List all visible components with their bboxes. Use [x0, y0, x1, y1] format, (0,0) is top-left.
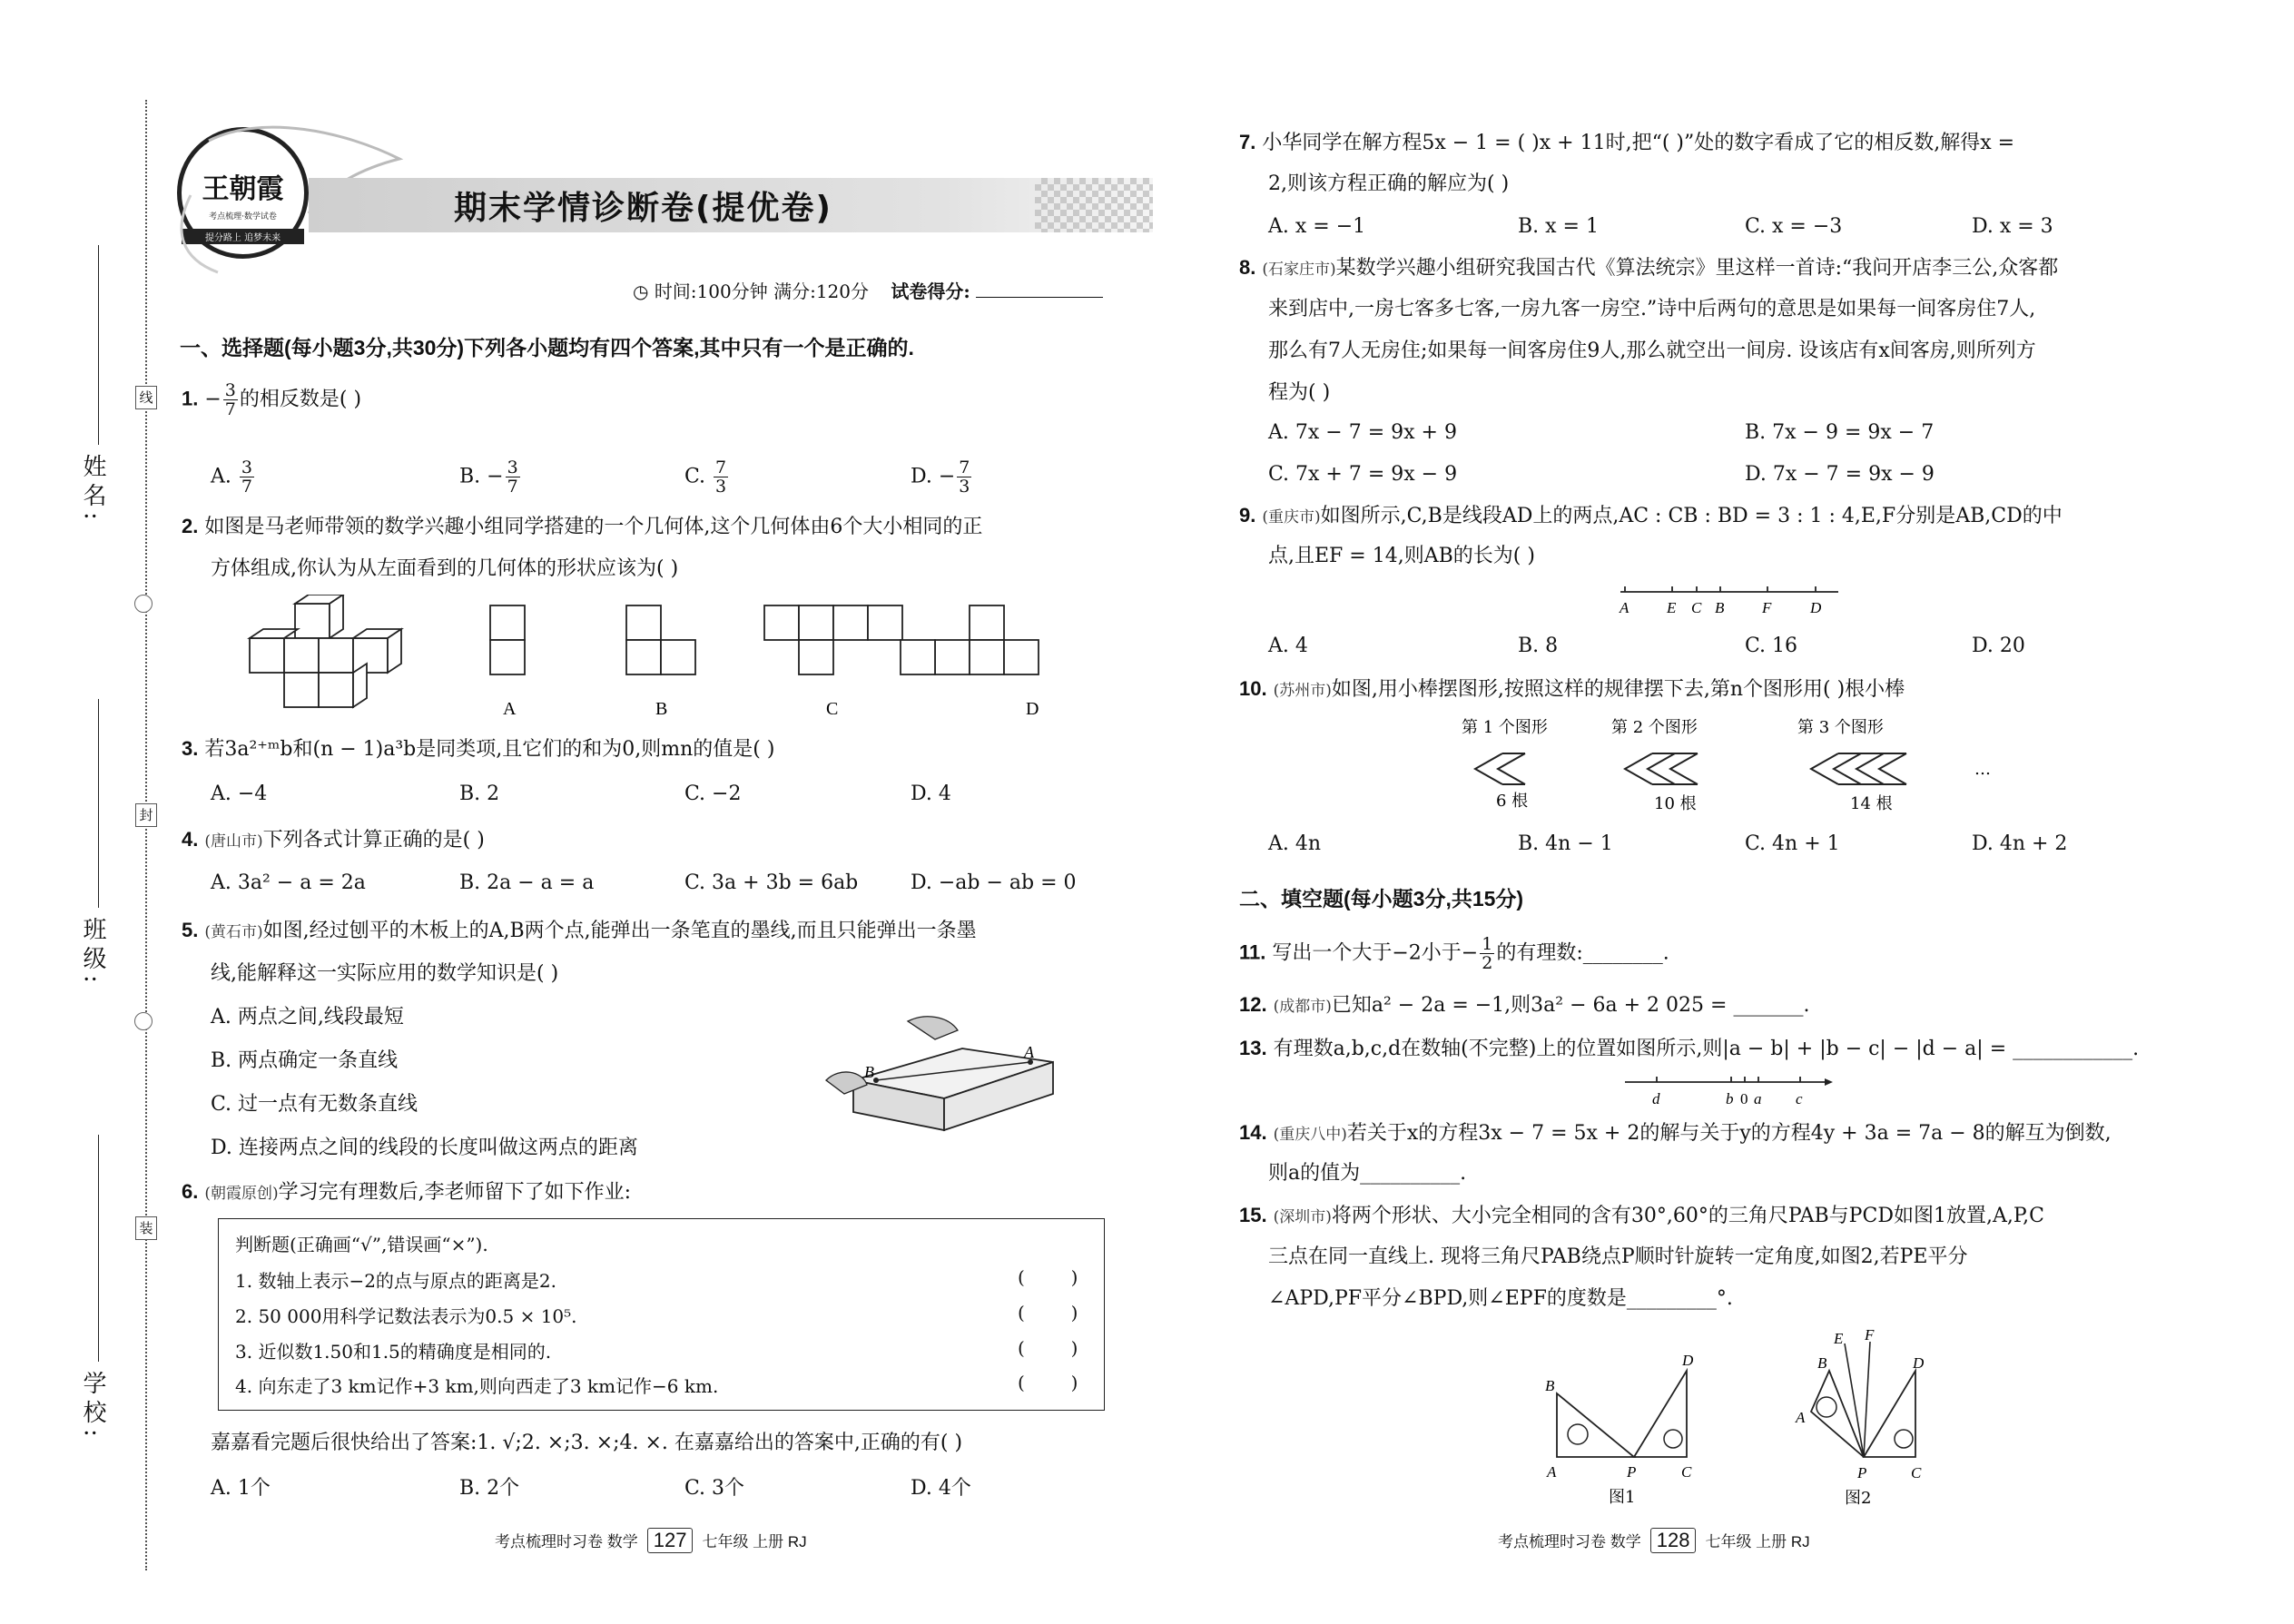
q15-fig1-caption: 图1	[1609, 1488, 1636, 1507]
q10-fig2-count: 10 根	[1654, 794, 1697, 813]
q5-line2: 线,能解释这一实际应用的数学知识是( )	[211, 962, 559, 985]
q1-minus: −	[204, 388, 222, 411]
q10-fig2-title: 第 2 个图形	[1611, 718, 1698, 737]
q2-line2: 方体组成,你认为从左面看到的几何体的形状应该为( )	[211, 557, 679, 580]
clock-icon: ◷	[633, 281, 649, 302]
q15-fig2-p: P	[1857, 1464, 1867, 1481]
q9-option-b[interactable]: B. 8	[1518, 635, 1559, 657]
question-2: 2. 如图是马老师带领的数学兴趣小组同学搭建的一个几何体,这个几何体由6个大小相同的正	[182, 515, 983, 538]
q6-item-2: 2. 50 000用科学记数法表示为0.5 × 10⁵.	[235, 1305, 577, 1327]
q1-fraction: $\frac{3}{7}$	[224, 380, 236, 419]
brand-name: 王朝霞	[202, 173, 284, 205]
footer-left: 考点梳理时习卷 数学 127 七年级 上册 RJ	[495, 1529, 807, 1551]
q8-option-c[interactable]: C. 7x + 7 = 9x − 9	[1268, 463, 1458, 486]
question-12: 12. (成都市)已知a² − 2a = −1,则3a² − 6a + 2 025 = _______.	[1239, 993, 1810, 1017]
q6-item-4: 4. 向东走了3 km记作+3 km,则向西走了3 km记作−6 km.	[235, 1375, 719, 1397]
q9-point-b: B	[1715, 599, 1725, 616]
q10-option-b[interactable]: B. 4n − 1	[1518, 832, 1613, 855]
question-6: 6. (朝霞原创)学习完有理数后,李老师留下了如下作业:	[182, 1180, 632, 1204]
q8-line3: 那么有7人无房住;如果每一间客房住9人,那么就空出一间房. 设该店有x间客房,则所列方	[1268, 340, 2036, 362]
q3-option-b[interactable]: B. 2	[459, 782, 500, 805]
q6-option-d[interactable]: D. 4个	[911, 1477, 971, 1500]
q10-option-a[interactable]: A. 4n	[1268, 832, 1322, 855]
q1-option-c[interactable]: C. $\frac{7}{3}$	[684, 458, 727, 497]
q5-point-a: A	[1024, 1043, 1034, 1061]
q7-option-d[interactable]: D. x = 3	[1972, 215, 2053, 238]
q15-figure-1	[1534, 1343, 1716, 1507]
q3-option-c[interactable]: C. −2	[684, 782, 742, 805]
section-choice-title: 一、选择题(每小题3分,共30分)下列各小题均有四个答案,其中只有一个是正确的.	[180, 336, 914, 359]
q15-fig1-a: A	[1547, 1463, 1557, 1481]
q6-item-3: 3. 近似数1.50和1.5的精确度是相同的.	[235, 1341, 552, 1363]
q8-line2: 来到店中,一房七客多七客,一房九客一房空.”诗中后两句的意思是如果每一间客房住7人,	[1268, 298, 2036, 320]
q5-option-c[interactable]: C. 过一点有无数条直线	[211, 1093, 418, 1116]
q15-line2: 三点在同一直线上. 现将三角尺PAB绕点P顺时针旋转一定角度,如图2,若PE平分	[1268, 1245, 1968, 1268]
q8-line4: 程为( )	[1268, 381, 1331, 404]
school-field[interactable]	[98, 1135, 99, 1362]
q15-fig2-c: C	[1911, 1464, 1922, 1481]
q6-paren-4[interactable]: ( )	[1018, 1372, 1078, 1393]
class-field[interactable]	[98, 699, 99, 908]
q10-fig3-title: 第 3 个图形	[1797, 718, 1884, 737]
q13-label-a: a	[1754, 1090, 1762, 1107]
q9-segment-figure	[1611, 581, 1847, 622]
question-4: 4. (唐山市)下列各式计算正确的是( )	[182, 828, 485, 851]
q13-label-0: 0	[1740, 1090, 1748, 1107]
q10-stick-figures	[1452, 713, 2033, 822]
question-7: 7. 小华同学在解方程5x − 1 = ( )x + 11时,把“( )”处的数字看成了它的相反数,解得x =	[1239, 131, 2015, 154]
q9-point-e: E	[1667, 599, 1677, 616]
title-checker	[1035, 178, 1153, 232]
q15-fig2-e: E	[1834, 1330, 1844, 1347]
q15-figure-2	[1770, 1325, 1943, 1507]
q10-option-d[interactable]: D. 4n + 2	[1972, 832, 2068, 855]
q1-option-d[interactable]: D. − $\frac{7}{3}$	[911, 458, 970, 497]
exam-meta	[633, 277, 1103, 303]
q13-label-d: d	[1652, 1090, 1660, 1107]
q9-option-d[interactable]: D. 20	[1972, 635, 2025, 657]
q14-line2: 则a的值为__________.	[1268, 1162, 1467, 1185]
time-score: 时间:100分钟 满分:120分	[654, 281, 869, 302]
q6-homework-box	[218, 1218, 1105, 1411]
question-3: 3. 若3a²⁺ᵐb和(n − 1)a³b是同类项,且它们的和为0,则mn的值是( )	[182, 737, 775, 761]
q15-fig1-p: P	[1627, 1463, 1637, 1481]
footer-right: 考点梳理时习卷 数学 128 七年级 上册 RJ	[1498, 1529, 1810, 1551]
q2-figures	[245, 595, 1126, 722]
q2-solid-3d	[250, 595, 401, 707]
score-label: 试卷得分:	[891, 281, 970, 302]
q6-answer-text: 嘉嘉看完题后很快给出了答案:1. √;2. ×;3. ×;4. ×. 在嘉嘉给出的答案中,正确的有( )	[211, 1432, 963, 1454]
q15-fig2-d: D	[1913, 1354, 1925, 1372]
page-title: 期末学情诊断卷(提优卷)	[454, 190, 832, 227]
q1-option-b[interactable]: B. − $\frac{3}{7}$	[459, 458, 518, 497]
binding-line	[145, 100, 147, 1570]
question-1	[182, 381, 361, 418]
q4-option-c[interactable]: C. 3a + 3b = 6ab	[684, 871, 859, 894]
q9-line2: 点,且EF = 14,则AB的长为( )	[1268, 545, 1535, 567]
binding-hole-1	[134, 595, 153, 613]
q10-option-c[interactable]: C. 4n + 1	[1745, 832, 1840, 855]
seal-char-1: 线	[135, 386, 157, 409]
q15-fig2-f: F	[1865, 1326, 1875, 1343]
q6-option-a[interactable]: A. 1个	[211, 1477, 271, 1500]
q9-point-d: D	[1810, 599, 1822, 616]
q1-text: 的相反数是( )	[239, 388, 362, 411]
q13-label-c: c	[1796, 1090, 1803, 1107]
q8-option-b[interactable]: B. 7x − 9 = 9x − 7	[1745, 421, 1935, 444]
q9-option-c[interactable]: C. 16	[1745, 635, 1798, 657]
question-14: 14. (重庆八中)若关于x的方程3x − 7 = 5x + 2的解与关于y的方程4y + 3a = 7a − 8的解互为倒数,	[1239, 1121, 2112, 1145]
seal-char-2: 封	[135, 803, 157, 827]
q2-line1: 如图是马老师带领的数学兴趣小组同学搭建的一个几何体,这个几何体由6个大小相同的正	[204, 516, 983, 538]
q6-option-c[interactable]: C. 3个	[684, 1477, 745, 1500]
q7-option-b[interactable]: B. x = 1	[1518, 215, 1599, 238]
q6-item-1: 1. 数轴上表示−2的点与原点的距离是2.	[235, 1270, 557, 1292]
score-field[interactable]	[976, 297, 1103, 298]
page-number-right: 128	[1650, 1528, 1697, 1553]
class-label: 班级:	[79, 917, 106, 989]
q9-point-c: C	[1691, 599, 1702, 616]
q15-fig2-b: B	[1817, 1354, 1827, 1372]
q6-paren-1[interactable]: ( )	[1018, 1266, 1078, 1288]
q4-option-a[interactable]: A. 3a² − a = 2a	[211, 871, 366, 894]
q8-option-a[interactable]: A. 7x − 7 = 9x + 9	[1268, 421, 1457, 444]
q6-option-b[interactable]: B. 2个	[459, 1477, 520, 1500]
section-fill-title: 二、填空题(每小题3分,共15分)	[1239, 887, 1524, 910]
q1-number: 1.	[182, 387, 199, 410]
q5-option-d[interactable]: D. 连接两点之间的线段的长度叫做这两点的距离	[211, 1137, 638, 1159]
q3-option-d[interactable]: D. 4	[911, 782, 951, 805]
q6-paren-3[interactable]: ( )	[1018, 1337, 1078, 1359]
q10-ellipsis: …	[1974, 760, 1991, 779]
binding-hole-2	[134, 1012, 153, 1030]
q15-fig1-c: C	[1681, 1463, 1692, 1481]
q8-option-d[interactable]: D. 7x − 7 = 9x − 9	[1745, 463, 1935, 486]
q11-fraction: $\frac{1}{2}$	[1482, 934, 1493, 973]
q9-point-f: F	[1762, 599, 1772, 616]
q9-option-a[interactable]: A. 4	[1268, 635, 1308, 657]
q15-fig1-b: B	[1545, 1377, 1555, 1394]
question-9: 9. (重庆市)如图所示,C,B是线段AD上的两点,AC : CB : BD = 3 : 1 : 4,E,F分别是AB,CD的中	[1239, 504, 2063, 527]
school-label: 学校:	[79, 1371, 106, 1442]
q15-fig2-caption: 图2	[1845, 1489, 1872, 1507]
q2-option-a-view	[490, 605, 525, 674]
q5-point-b: B	[864, 1063, 874, 1081]
q2-option-b-view	[626, 605, 695, 674]
q4-option-b[interactable]: B. 2a − a = a	[459, 871, 595, 894]
q13-number-line	[1620, 1071, 1838, 1117]
q10-fig1-count: 6 根	[1496, 792, 1529, 811]
q2-option-c-view	[764, 605, 902, 674]
q5-board-figure	[799, 1008, 1071, 1144]
q7-option-c[interactable]: C. x = −3	[1745, 215, 1843, 238]
q2-label-a: A	[503, 699, 517, 719]
q6-paren-2[interactable]: ( )	[1018, 1302, 1078, 1324]
q2-option-d-view	[901, 605, 1039, 674]
q2-label-d: D	[1026, 699, 1039, 719]
q2-label-c: C	[826, 699, 839, 719]
page-number-left: 127	[647, 1528, 694, 1553]
q15-fig2-a: A	[1796, 1409, 1806, 1426]
question-5: 5. (黄石市)如图,经过刨平的木板上的A,B两个点,能弹出一条笔直的墨线,而且只能弹出一条墨	[182, 919, 977, 942]
q7-line2: 2,则该方程正确的解应为( )	[1268, 172, 1510, 195]
q15-fig1-d: D	[1682, 1352, 1694, 1369]
name-label: 姓名:	[79, 454, 106, 526]
q10-fig1-title: 第 1 个图形	[1462, 718, 1548, 737]
name-field[interactable]	[98, 245, 99, 445]
q4-option-d[interactable]: D. −ab − ab = 0	[911, 871, 1077, 894]
q10-fig3-count: 14 根	[1850, 794, 1893, 813]
q7-option-a[interactable]: A. x = −1	[1268, 215, 1366, 238]
q1-option-a[interactable]: A. $\frac{3}{7}$	[211, 458, 252, 497]
q15-line3: ∠APD,PF平分∠BPD,则∠EPF的度数是_________°.	[1268, 1287, 1733, 1310]
brand-ribbon: 提分路上 追梦未来	[182, 229, 304, 244]
question-13: 13. 有理数a,b,c,d在数轴(不完整)上的位置如图所示,则|a − b| + |b − c| − |d − a| = ____________.	[1239, 1037, 2140, 1060]
q5-option-b[interactable]: B. 两点确定一条直线	[211, 1049, 399, 1072]
question-15: 15. (深圳市)将两个形状、大小完全相同的含有30°,60°的三角尺PAB与PCD如图1放置,A,P,C	[1239, 1204, 2044, 1227]
q2-label-b: B	[655, 699, 668, 719]
question-10: 10. (苏州市)如图,用小棒摆图形,按照这样的规律摆下去,第n个图形用( )根小棒	[1239, 677, 1905, 701]
seal-char-3: 装	[135, 1216, 157, 1240]
q5-option-a[interactable]: A. 两点之间,线段最短	[211, 1006, 404, 1029]
q3-option-a[interactable]: A. −4	[211, 782, 268, 805]
q13-label-b: b	[1726, 1090, 1734, 1107]
q6-box-title: 判断题(正确画“√”,错误画“×”).	[235, 1234, 488, 1255]
brand-sub: 考点梳理·数学试卷	[209, 212, 277, 221]
q9-point-a: A	[1620, 599, 1629, 616]
question-11: 11. 写出一个大于−2小于− $\frac{1}{2}$ 的有理数:________.	[1239, 934, 1669, 973]
question-8: 8. (石家庄市)某数学兴趣小组研究我国古代《算法统宗》里这样一首诗:“我问开店李三公,众客都	[1239, 256, 2059, 280]
